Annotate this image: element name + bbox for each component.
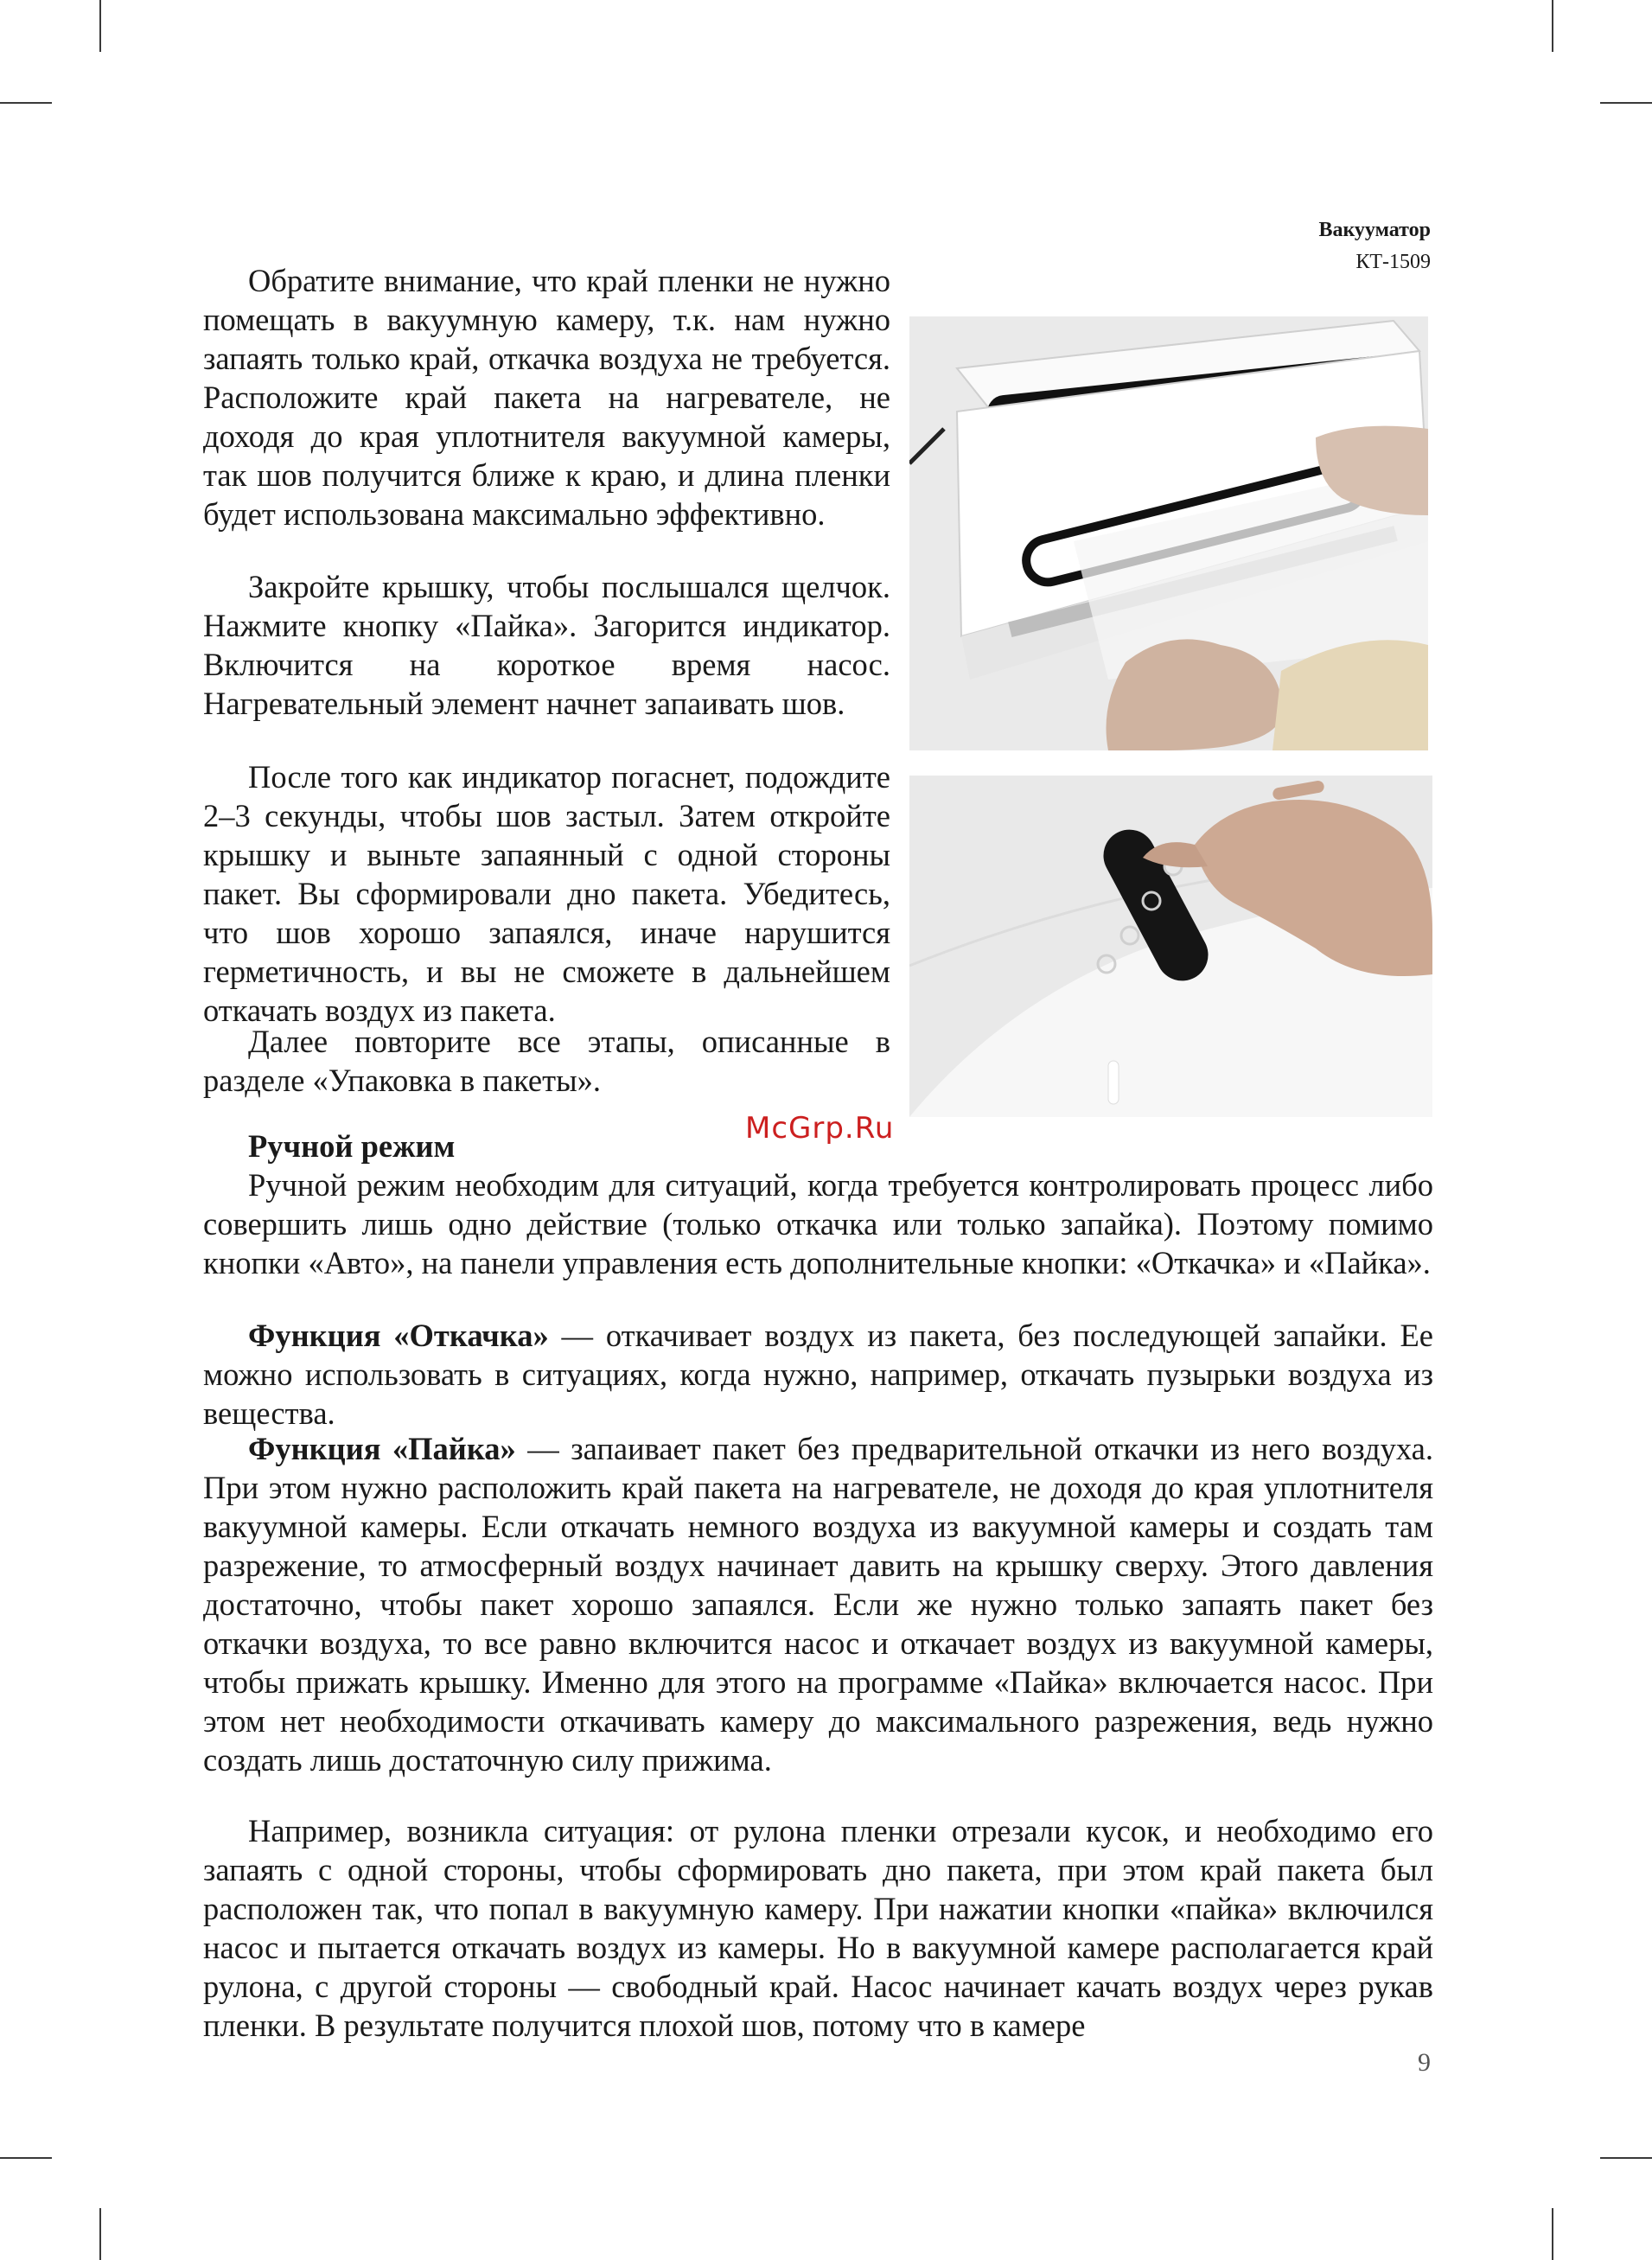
crop-mark <box>99 0 101 52</box>
seal-function-text: — запаивает пакет без предварительной откачки из него воздуха. При этом нужно расположить край пакета на нагревателе, не доходя до края уплотнителя вакуумной камеры. Если откачать немного воздуха из вакуумной камеры и создать там разрежение, то атмосферный воздух начинает давить на крышку сверху. Этого давления достаточно, чтобы пакет хорошо запаялся. Если же нужно только запаять пакет без откачки воздуха, то все равно включится насос и откачает воздух из вакуумной камеры, чтобы прижать крышку. Именно для этого на программе «Пайка» включается насос. При этом нет необходимости откачивать камеру до максимального разрежения, ведь нужно создать лишь достаточную силу прижима. <box>203 1431 1433 1778</box>
page-number: 9 <box>1418 2048 1431 2077</box>
header-model: КТ-1509 <box>1355 251 1431 273</box>
crop-mark <box>0 102 52 104</box>
paragraph-film-edge: Обратите внимание, что край пленки не нужно помещать в вакуумную камеру, т.к. нам нужно запаять только край, откачка воздуха не требуется. Расположите край пакета на нагревателе, не доходя до края уплотнителя вакуумной камеры, так шов получится ближе к краю, и длина пленки будет использована максимально эффективно. <box>203 263 890 532</box>
pump-function-text: — откачивает воздух из пакета, без последующей запайки. Ее можно использовать в ситуациях, когда нужно, например, откачать пузырьки воздуха из вещества. <box>203 1318 1433 1431</box>
photo-pressing-button <box>909 776 1432 1117</box>
header-title: Вакууматор <box>1318 219 1431 241</box>
crop-mark <box>1600 2157 1652 2159</box>
crop-mark <box>1600 102 1652 104</box>
crop-mark <box>0 2157 52 2159</box>
running-header <box>1318 214 1431 278</box>
paragraph-pump-function <box>203 1316 1433 1433</box>
paragraph-after-indicator: После того как индикатор погаснет, подождите 2–3 секунды, чтобы шов застыл. Затем откройте крышку и выньте запаянный с одной стороны пакет. Вы сформировали дно пакета. Убедитесь, что шов хорошо запаялся, иначе нарушится герметичность, и вы не сможете в дальнейшем откачать воздух из пакета. <box>203 759 890 1028</box>
paragraph-close-lid: Закройте крышку, чтобы послышался щелчок. Нажмите кнопку «Пайка». Загорится индикатор. Включится на короткое время насос. Нагревательный элемент начнет запаивать шов. <box>203 569 890 721</box>
paragraph-example: Например, возникла ситуация: от рулона пленки отрезали кусок, и необходимо его запаять с одной стороны, чтобы сформировать дно пакета, при этом край пакета был расположен так, что попал в вакуумную камеру. При нажатии кнопки «пайка» включился насос и пытается откачать воздух из камеры. Но в вакуумной камере располагается край рулона, с другой стороны — свободный край. Насос начинает качать воздух через рукав пленки. В результате получится плохой шов, потому что в камере <box>203 1813 1433 2043</box>
paragraph-manual-intro: Ручной режим необходим для ситуаций, когда требуется контролировать процесс либо совершить лишь одно действие (только откачка или только запайка). Поэтому помимо кнопки «Авто», на панели управления есть дополнительные кнопки: «Откачка» и «Пайка». <box>203 1167 1433 1280</box>
watermark: McGrp.Ru <box>745 1111 895 1146</box>
paragraph-repeat-steps: Далее повторите все этапы, описанные в разделе «Упаковка в пакеты». <box>203 1024 890 1098</box>
photo-sealer-open-with-film <box>909 316 1428 750</box>
crop-mark <box>99 2208 101 2260</box>
section-heading-manual-mode: Ручной режим <box>248 1128 456 1164</box>
pump-function-lead: Функция «Откачка» <box>248 1318 549 1353</box>
crop-mark <box>1552 2208 1553 2260</box>
seal-function-lead: Функция «Пайка» <box>248 1431 516 1466</box>
paragraph-seal-function <box>203 1429 1433 1779</box>
crop-mark <box>1552 0 1553 52</box>
